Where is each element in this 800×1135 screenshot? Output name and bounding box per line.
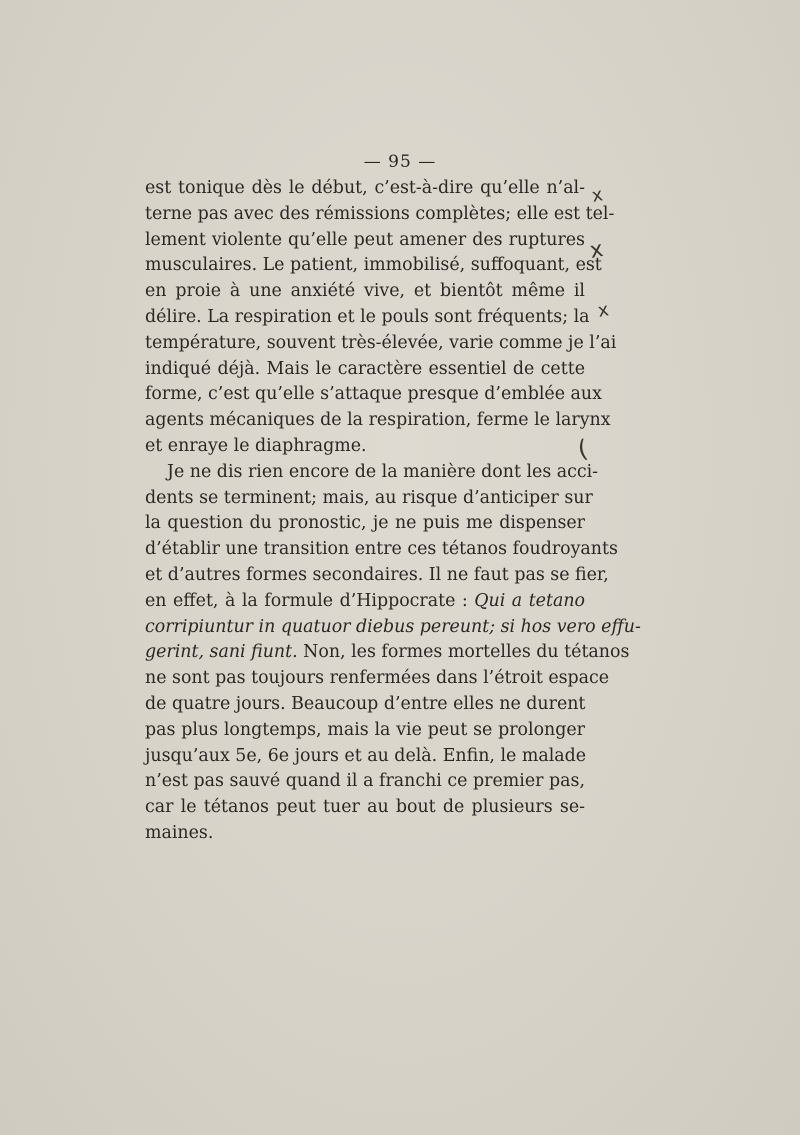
text-line-11: et enraye le diaphragme. <box>145 435 367 456</box>
text-line-18 <box>145 615 641 641</box>
text-line-25: car le tétanos peut tuer au bout de plusieurs se- <box>145 797 585 818</box>
text-line-12: Je ne dis rien encore de la manière dont les acci- <box>167 461 599 482</box>
text-line-13: dents se terminent; mais, au risque d’anticiper sur <box>145 487 593 508</box>
margin-mark-1: x <box>590 184 605 207</box>
text-line-4: musculaires. Le patient, immobilisé, suffoquant, est <box>145 255 602 276</box>
text-line-16: et d’autres formes secondaires. Il ne faut pas se fier, <box>145 564 609 585</box>
text-line-6: délire. La respiration et le pouls sont fréquents; la <box>145 306 590 327</box>
text-line-20: ne sont pas toujours renfermées dans l’étroit espace <box>145 668 610 689</box>
italic-quote-middle: corripiuntur in quatuor diebus pereunt; si hos vero effu- <box>145 616 641 637</box>
text-line-24: n’est pas sauvé quand il a franchi ce premier pas, <box>145 771 585 792</box>
text-line-19-roman: Non, les formes mortelles du tétanos <box>303 642 630 663</box>
text-line-7: température, souvent très-élevée, varie comme je l’ai <box>145 332 617 353</box>
text-line-26: maines. <box>145 822 214 843</box>
text-line-17 <box>145 589 585 615</box>
text-line-15: d’établir une transition entre ces tétanos foudroyants <box>145 539 618 560</box>
italic-quote-end: gerint, sani fiunt. <box>145 642 304 663</box>
text-line-5: en proie à une anxiété vive, et bientôt même il <box>145 281 585 302</box>
body-text <box>145 176 641 847</box>
text-line-2: terne pas avec des rémissions complètes; elle est tel- <box>145 203 615 224</box>
text-line-14: la question du pronostic, je ne puis me dispenser <box>145 513 585 534</box>
text-line-17-roman: en effet, à la formule d’Hippocrate : <box>145 590 475 611</box>
text-line-10: agents mécaniques de la respiration, ferme le larynx <box>145 410 611 431</box>
margin-mark-3: x <box>596 299 611 322</box>
text-line-1: est tonique dès le début, c’est-à-dire qu’elle n’al- <box>145 178 585 198</box>
margin-mark-2: x <box>587 237 606 264</box>
text-line-21: de quatre jours. Beaucoup d’entre elles ne durent <box>145 693 586 714</box>
text-line-19 <box>145 640 630 666</box>
text-line-23: jusqu’aux 5e, 6e jours et au delà. Enfin, le malade <box>145 745 587 766</box>
margin-mark-4: ( <box>575 434 590 464</box>
text-line-22: pas plus longtemps, mais la vie peut se prolonger <box>145 719 585 740</box>
text-line-9: forme, c’est qu’elle s’attaque presque d’emblée aux <box>145 384 602 405</box>
text-line-8: indiqué déjà. Mais le caractère essentiel de cette <box>145 358 585 379</box>
italic-quote-start: Qui a tetano <box>474 590 585 611</box>
text-line-3: lement violente qu’elle peut amener des ruptures <box>145 229 585 250</box>
page-number: — 95 — <box>363 152 437 172</box>
